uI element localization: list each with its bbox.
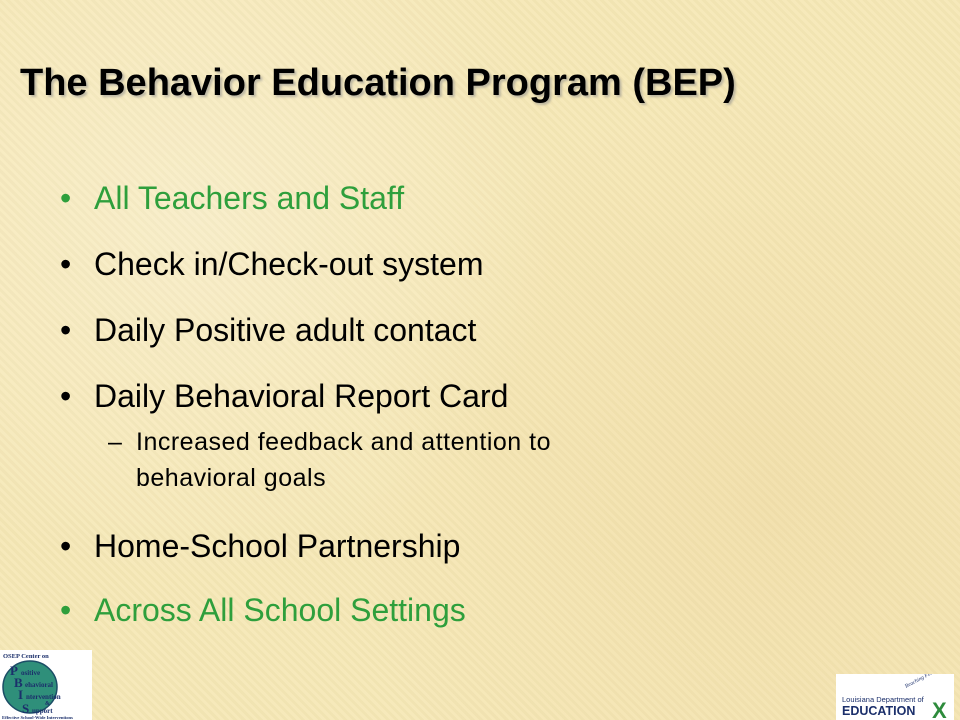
sub-bullet-line-2: behavioral goals xyxy=(136,464,327,492)
sub-bullet-line-1: Increased feedback and attention to xyxy=(136,428,552,456)
pbis-letter: P xyxy=(10,663,18,678)
louisiana-line1: Louisiana Department of xyxy=(842,695,924,704)
pbis-amp: & xyxy=(45,701,50,707)
bullet-item xyxy=(60,526,460,566)
pbis-letter: B xyxy=(14,675,23,690)
bullet-item xyxy=(60,590,466,630)
pbis-bottom-text: Effective School-Wide Interventions xyxy=(2,715,73,720)
bullet-item xyxy=(60,178,404,218)
bullet-item xyxy=(60,310,476,350)
bullet-item xyxy=(60,244,483,284)
bullet-text: Daily Behavioral Report Card xyxy=(94,378,509,414)
pbis-line: ntervention xyxy=(26,693,61,701)
bullet-text: All Teachers and Staff xyxy=(94,180,405,216)
pbis-line: ehavioral xyxy=(25,681,53,689)
louisiana-line2: EDUCATION xyxy=(842,704,916,718)
bullet-glyph: • xyxy=(60,312,72,348)
bullet-glyph: • xyxy=(60,246,72,282)
bullet-glyph: • xyxy=(60,378,72,414)
dash-glyph: – xyxy=(108,428,123,456)
bullet-text: Home-School Partnership xyxy=(94,528,461,564)
sub-bullet xyxy=(108,424,551,496)
pbis-logo xyxy=(0,650,92,720)
slide-title: The Behavior Education Program (BEP) xyxy=(20,62,736,104)
pbis-line: upport xyxy=(32,707,53,715)
louisiana-doe-logo xyxy=(836,674,954,720)
louisiana-x-mark-icon: X xyxy=(932,698,947,720)
bullet-item xyxy=(60,376,508,416)
bullet-glyph: • xyxy=(60,528,72,564)
bullet-glyph: • xyxy=(60,180,72,216)
pbis-top-text: OSEP Center on xyxy=(3,653,49,660)
bullet-text: Daily Positive adult contact xyxy=(94,312,477,348)
pbis-line: ositive xyxy=(21,669,41,677)
bullet-glyph: • xyxy=(60,592,72,628)
bullet-text: Check in/Check-out system xyxy=(94,246,484,282)
pbis-letter: I xyxy=(18,687,24,702)
pbis-letter: S xyxy=(22,701,30,716)
bullet-text: Across All School Settings xyxy=(94,592,466,628)
